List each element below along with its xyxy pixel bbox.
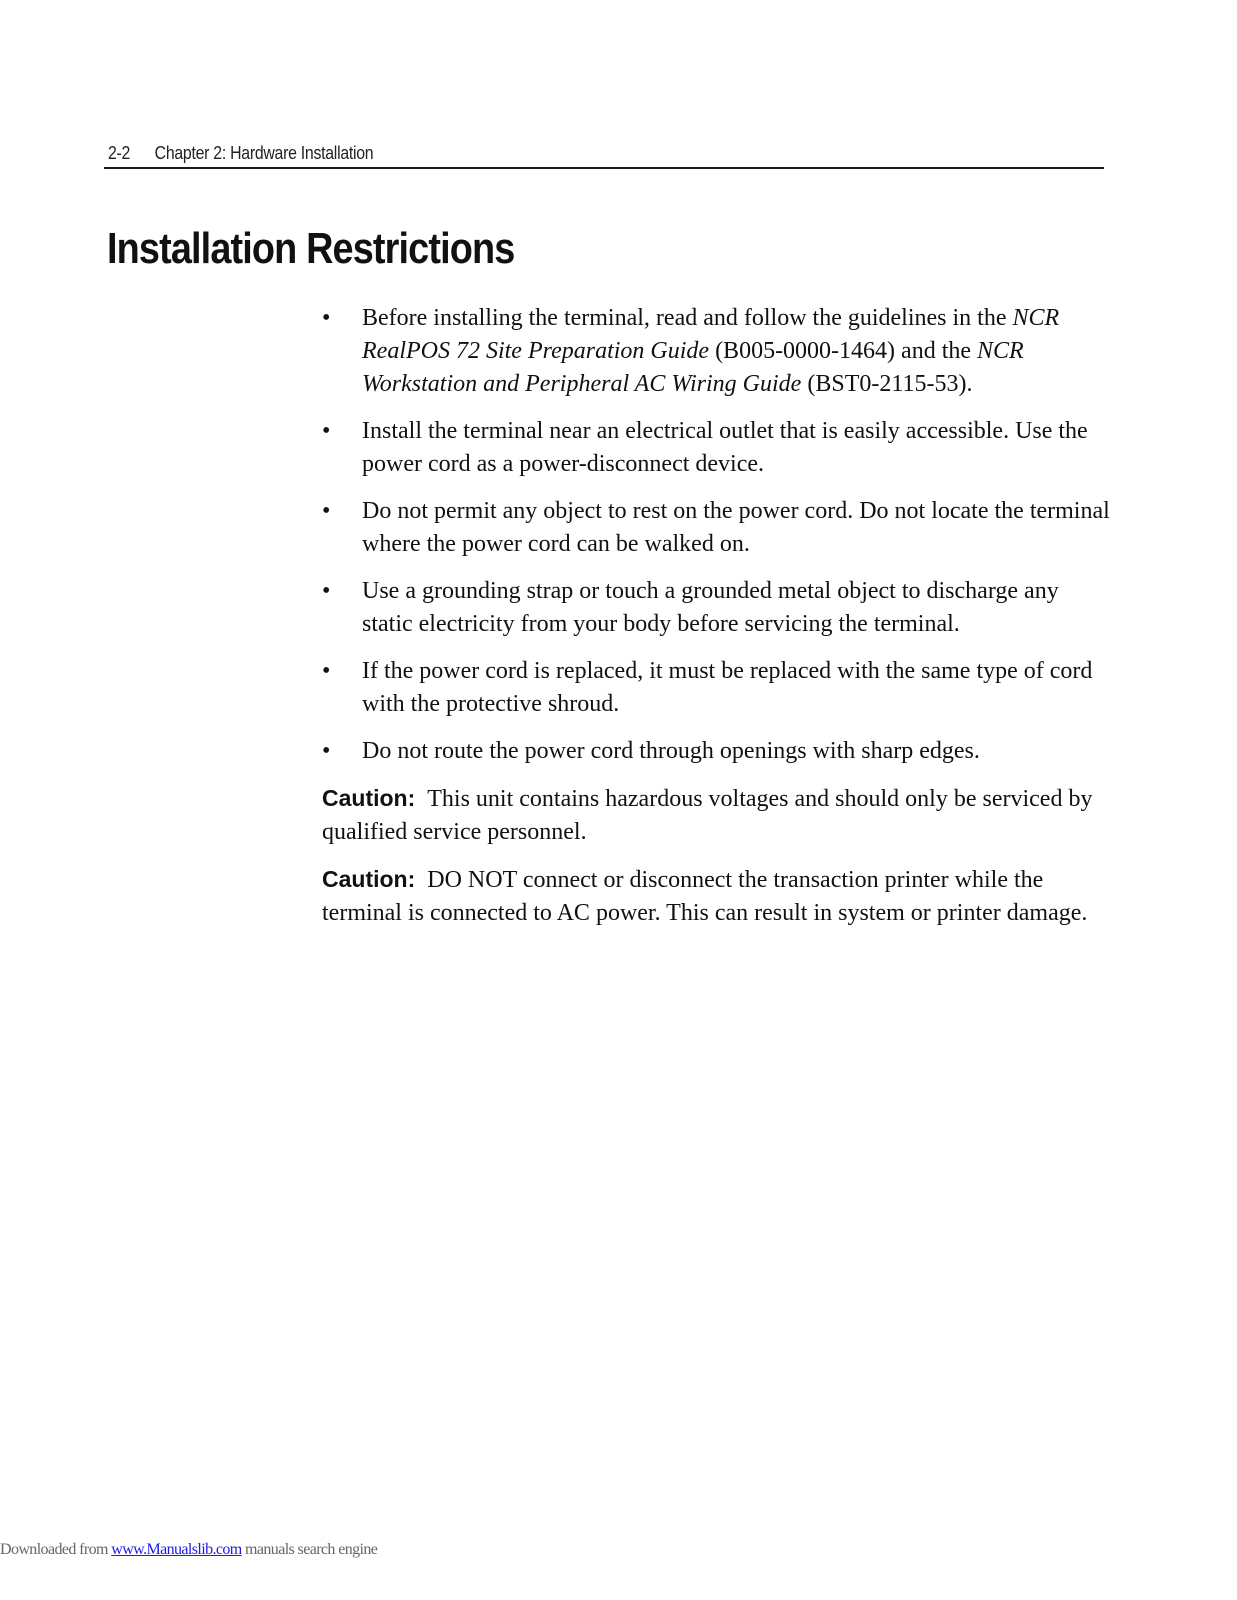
bullet-icon: • (322, 305, 331, 331)
list-item (322, 495, 1112, 561)
list-item-text: Install the terminal near an electrical outlet that is easily accessible. Use the power cord as a power-disconnect device. (362, 418, 1088, 477)
list-item-text: If the power cord is replaced, it must be replaced with the same type of cord with the protective shroud. (362, 658, 1093, 717)
list-item (322, 575, 1112, 641)
download-footer (0, 1541, 377, 1559)
bullet-icon: • (322, 578, 331, 604)
footer-prefix: Downloaded from (0, 1541, 112, 1558)
bullet-icon: • (322, 418, 331, 444)
list-item-text: Do not route the power cord through openings with sharp edges. (362, 738, 980, 764)
chapter-title: Chapter 2: Hardware Installation (154, 143, 374, 163)
site-prep-guide-title: NCR RealPOS 72 Site Preparation Guide (362, 305, 1060, 364)
list-item-text: Before installing the terminal, read and follow the guidelines in the NCR RealPOS 72 Site Preparation Guide (B005-0000-1464) and the NCR Workstation and Peripheral AC Wiring Guide (BST0-2115-53). (362, 305, 1060, 397)
caution-label: Caution: (322, 785, 416, 811)
manualslib-link[interactable]: www.Manualslib.com (111, 1541, 242, 1558)
list-item (322, 302, 1112, 401)
wiring-guide-title: NCR Workstation and Peripheral AC Wiring Guide (362, 338, 1024, 397)
caution-text: This unit contains hazardous voltages and should only be serviced by qualified service personnel. (322, 786, 1093, 845)
page-content (322, 302, 1112, 944)
footer-suffix: manuals search engine (241, 1541, 378, 1558)
list-item-text: Use a grounding strap or touch a grounded metal object to discharge any static electricity from your body before servicing the terminal. (362, 578, 1059, 637)
bullet-icon: • (322, 498, 331, 524)
caution-text: DO NOT connect or disconnect the transaction printer while the terminal is connected to AC power. This can result in system or printer damage. (322, 867, 1088, 926)
list-item (322, 655, 1112, 721)
bullet-icon: • (322, 658, 331, 684)
caution-label: Caution: (322, 866, 416, 892)
restrictions-list (322, 302, 1112, 768)
caution-note (322, 863, 1112, 930)
bullet-icon: • (322, 738, 331, 764)
running-header (108, 143, 984, 164)
page-number: 2-2 (108, 143, 131, 163)
list-item (322, 415, 1112, 481)
caution-note (322, 782, 1112, 849)
section-title: Installation Restrictions (107, 224, 515, 273)
list-item-text: Do not permit any object to rest on the power cord. Do not locate the terminal where the power cord can be walked on. (362, 498, 1110, 557)
header-rule (104, 167, 1104, 169)
list-item (322, 735, 1112, 768)
